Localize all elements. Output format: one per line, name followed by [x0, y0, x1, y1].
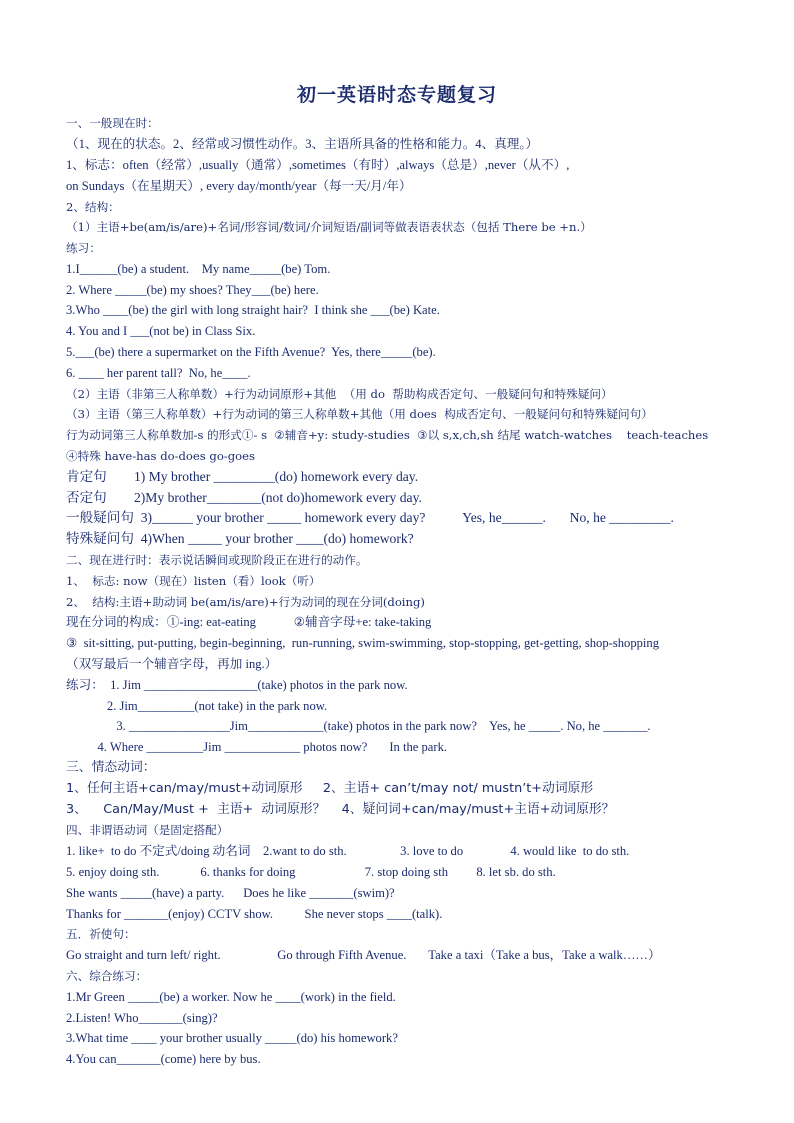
- text-line: Go straight and turn left/ right. Go through Fifth Avenue. Take a taxi（Take a bus，Take a walk……）: [66, 948, 661, 962]
- section-heading-modal-verbs: 三、情态动词：: [66, 760, 156, 775]
- exercise-line: 肯定句 1) My brother _________(do) homework every day.: [66, 469, 419, 484]
- text-line: （3）主语（第三人称单数）+行为动词的第三人称单数+其他（用 does 构成否定句、一般疑问句和特殊疑问句）: [66, 407, 653, 421]
- section-heading-present-simple: 一、一般现在时：: [66, 116, 159, 130]
- text-line: ④特殊 have-has do-does go-goes: [66, 449, 255, 463]
- exercise-line: 否定句 2)My brother________(not do)homework every day.: [66, 490, 422, 505]
- text-line: （1）主语+be(am/is/are)+名词/形容词/数词/介词短语/副词等做表语表状态（包括 There be +n.）: [66, 220, 592, 234]
- exercise-line: 3.What time ____ your brother usually _____(do) his homework?: [66, 1031, 398, 1045]
- text-line: 2、 结构:主语+助动词 be(am/is/are)+行为动词的现在分词(doing): [66, 595, 425, 609]
- exercise-line: 一般疑问句 3)______ your brother _____ homework every day? Yes, he______. No, he _________.: [66, 510, 674, 525]
- text-line: 1、 标志: now（现在）listen（看）look（听）: [66, 574, 321, 588]
- text-line: 1、任何主语+can/may/must+动词原形 2、主语+ can’t/may not/ mustn’t+动词原形: [66, 781, 594, 796]
- exercise-line: 4.You can_______(come) here by bus.: [66, 1052, 261, 1066]
- exercise-line: 特殊疑问句 4)When _____ your brother ____(do) homework?: [66, 531, 414, 546]
- exercise-line: 4. Where _________Jim ____________ photos now? In the park.: [66, 740, 448, 754]
- exercise-heading: 练习：: [66, 241, 101, 255]
- text-line: 行为动词第三人称单数加-s 的形式①- s ②辅音+y: study-studies ③以 s,x,ch,sh 结尾 watch-watches teach-teaches: [66, 428, 709, 442]
- exercise-line: 2.Listen! Who_______(sing)?: [66, 1011, 218, 1025]
- exercise-line: 2. Jim_________(not take) in the park now.: [66, 699, 328, 713]
- exercise-line: 2. Where _____(be) my shoes? They___(be) here.: [66, 283, 319, 297]
- exercise-line: 1.Mr Green _____(be) a worker. Now he ____(work) in the field.: [66, 990, 396, 1004]
- text-line: （双写最后一个辅音字母，再加 ing.）: [66, 657, 278, 671]
- exercise-line: She wants _____(have) a party. Does he like _______(swim)?: [66, 886, 395, 900]
- page-title: 初一英语时态专题复习: [296, 84, 497, 106]
- exercise-line: 3. ________________Jim____________(take) photos in the park now? Yes, he _____. No, he _______.: [66, 719, 651, 733]
- text-line: 1、标志：often（经常）,usually（通常）,sometimes（有时）,always（总是）,never（从不）,: [66, 158, 570, 172]
- text-line: 5. enjoy doing sth. 6. thanks for doing 7. stop doing sth 8. let sb. do sth.: [66, 865, 556, 879]
- exercise-line: 6. ____ her parent tall? No, he____.: [66, 366, 251, 380]
- section-heading-non-finite-verbs: 四、非谓语动词（是固定搭配）: [66, 823, 229, 837]
- text-line: （2）主语（非第三人称单数）+行为动词原形+其他 （用 do 帮助构成否定句、一般疑问句和特殊疑问）: [66, 387, 613, 401]
- text-line: 现在分词的构成：①-ing: eat-eating ②辅音字母+e: take-taking: [66, 615, 432, 629]
- exercise-line: 3.Who ____(be) the girl with long straight hair? I think she ___(be) Kate.: [66, 303, 440, 317]
- text-line: ③ sit-sitting, put-putting, begin-beginning, run-running, swim-swimming, stop-stopping, get-getting, shop-shopping: [66, 636, 660, 650]
- section-heading-review: 六、综合练习：: [66, 969, 148, 983]
- exercise-line: 4. You and I ___(not be) in Class Six.: [66, 324, 256, 338]
- text-line: 1. like+ to do 不定式/doing 动名词 2.want to do sth. 3. love to do 4. would like to do sth.: [66, 844, 630, 858]
- section-heading-present-continuous: 二、现在进行时：表示说话瞬间或现阶段正在进行的动作。: [66, 553, 368, 567]
- exercise-line: Thanks for _______(enjoy) CCTV show. She never stops ____(talk).: [66, 907, 443, 921]
- exercise-line: 练习： 1. Jim __________________(take) photos in the park now.: [66, 678, 408, 692]
- text-line: on Sundays（在星期天）, every day/month/year（每一天/月/年）: [66, 179, 412, 193]
- exercise-line: 1.I______(be) a student. My name_____(be) Tom.: [66, 262, 331, 276]
- exercise-line: 5.___(be) there a supermarket on the Fifth Avenue? Yes, there_____(be).: [66, 345, 436, 359]
- text-line: 2、结构：: [66, 200, 120, 214]
- text-line: 3、 Can/May/Must + 主语+ 动词原形？ 4、疑问词+can/may/must+主语+动词原形？: [66, 802, 615, 817]
- section-heading-imperative: 五．祈使句：: [66, 927, 136, 941]
- text-line: （1、现在的状态。2、经常或习惯性动作。3、主语所具备的性格和能力。4、真理。）: [66, 137, 539, 151]
